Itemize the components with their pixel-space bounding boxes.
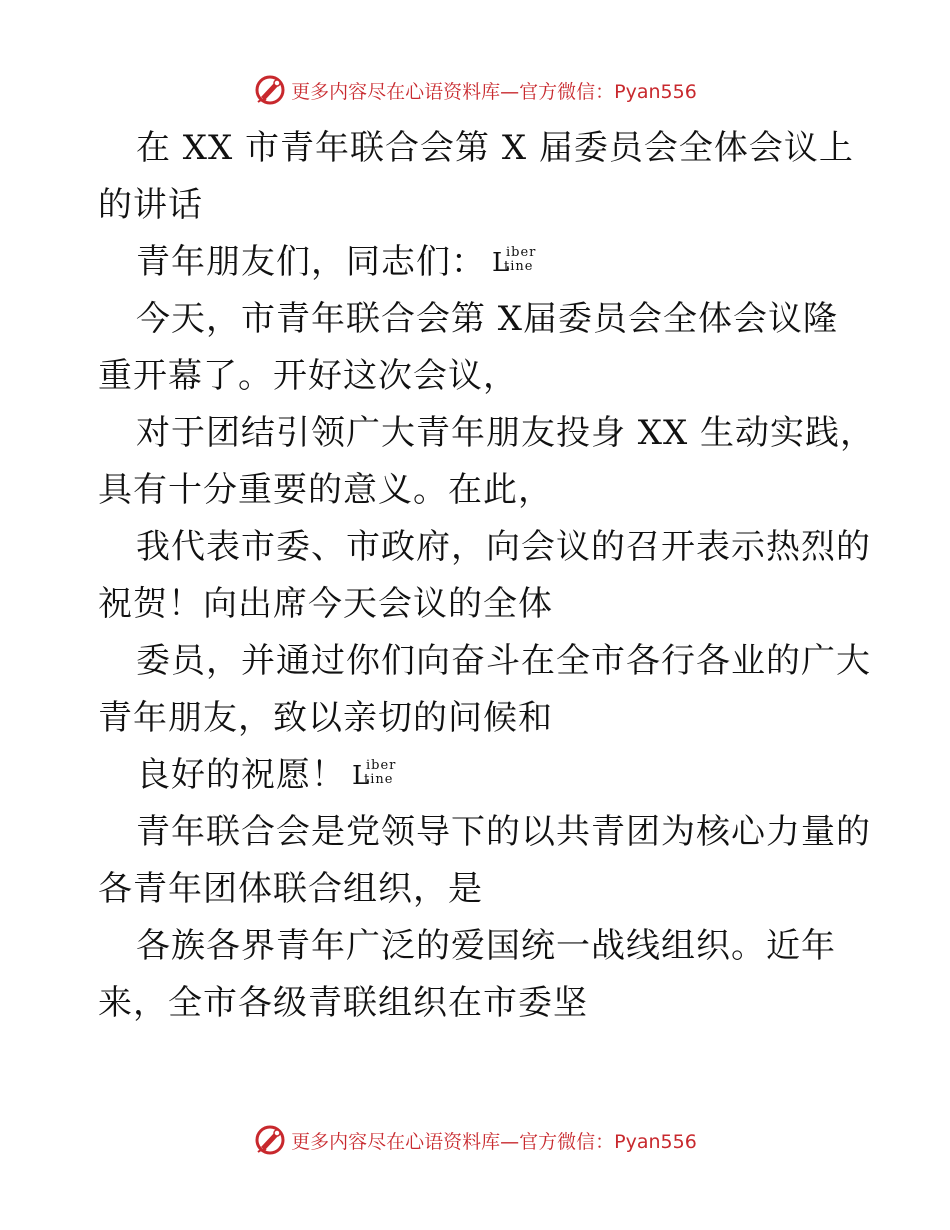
footer-watermark (0, 1120, 950, 1160)
title-line-1: 在 XX 市青年联合会第 X 届委员会全体会议上 (136, 128, 854, 168)
watermark-wechat: 官方微信：Pyan556 (519, 1130, 697, 1153)
wishes-text: 良好的祝愿！ (136, 755, 346, 795)
libertine-mark (352, 759, 398, 795)
paragraph-line: 今天，市青年联合会第 X届委员会全体会议隆 (136, 299, 839, 339)
libertine-sup: iber (506, 245, 537, 260)
brush-logo-icon (253, 1123, 287, 1157)
paragraph-line: 委员，并通过你们向奋斗在全市各行各业的广大 (136, 641, 871, 681)
title-line-2: 的讲话 (98, 185, 203, 225)
salutation-text: 青年朋友们，同志们： (136, 242, 486, 282)
libertine-big: L (352, 761, 371, 791)
libertine-big: L (492, 248, 511, 278)
paragraph-line: 祝贺！向出席今天会议的全体 (98, 584, 553, 624)
watermark-wechat: 官方微信：Pyan556 (519, 80, 697, 103)
document-body (98, 120, 876, 1032)
paragraph-line: 来，全市各级青联组织在市委坚 (98, 983, 588, 1023)
paragraph-line: 青年联合会是党领导下的以共青团为核心力量的 (136, 812, 871, 852)
paragraph-line: 各青年团体联合组织，是 (98, 869, 483, 909)
paragraph-line: 我代表市委、市政府，向会议的召开表示热烈的 (136, 527, 871, 567)
wishes-line (98, 747, 858, 804)
libertine-sup: iber (366, 758, 397, 773)
paragraph-line: 具有十分重要的意义。在此， (98, 470, 553, 510)
brush-logo-icon (253, 73, 287, 107)
paragraph-line: 重开幕了。开好这次会议， (98, 356, 518, 396)
libertine-sub: tine (504, 259, 534, 274)
header-watermark (0, 70, 950, 110)
libertine-mark (492, 246, 538, 282)
paragraph-line: 对于团结引领广大青年朋友投身 XX 生动实践， (136, 413, 876, 453)
salutation-line (98, 234, 858, 291)
watermark-text: 更多内容尽在心语资料库— (291, 80, 520, 103)
watermark-text: 更多内容尽在心语资料库— (291, 1130, 520, 1153)
paragraph-line: 各族各界青年广泛的爱国统一战线组织。近年 (136, 926, 836, 966)
libertine-sub: tine (364, 772, 394, 787)
paragraph-line: 青年朋友，致以亲切的问候和 (98, 698, 553, 738)
